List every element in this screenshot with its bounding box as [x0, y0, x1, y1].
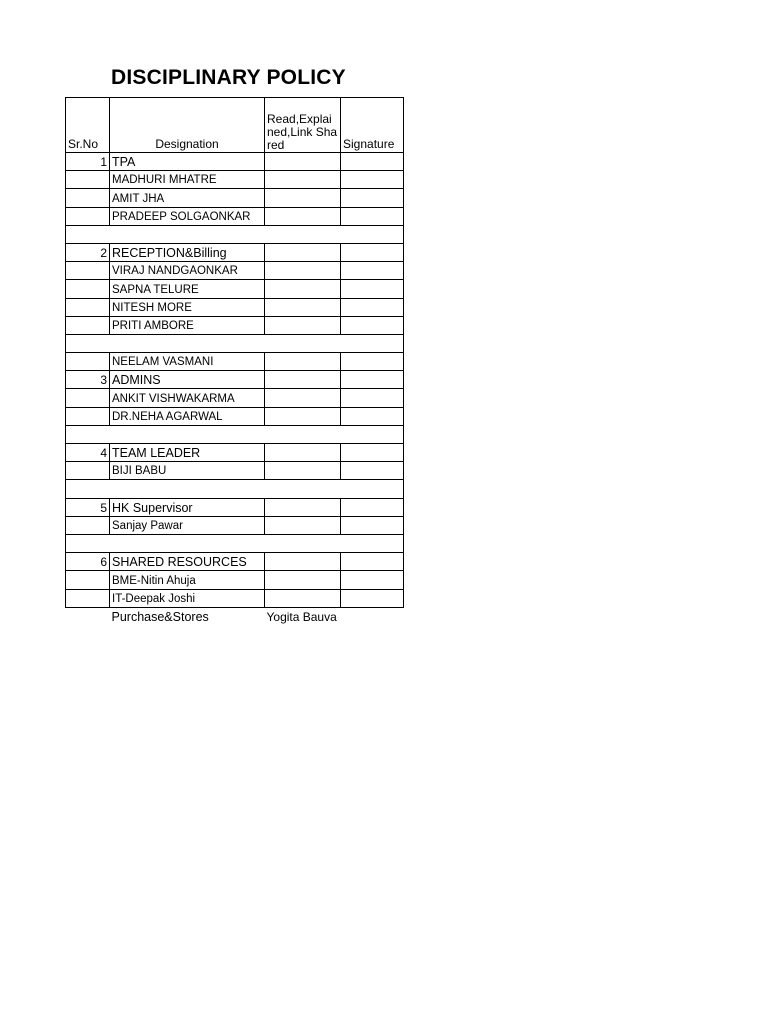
cell-srno	[66, 407, 110, 425]
page-title: DISCIPLINARY POLICY	[111, 66, 346, 89]
cell-signature[interactable]	[341, 353, 404, 371]
cell-designation: Sanjay Pawar	[110, 516, 265, 534]
cell-signature[interactable]	[341, 571, 404, 589]
cell-signature[interactable]	[341, 589, 404, 607]
table-row	[66, 189, 404, 207]
cell-read-explained[interactable]	[265, 498, 341, 516]
cell-srno	[66, 189, 110, 207]
table-row	[66, 553, 404, 571]
cell-designation: NEELAM VASMANI	[110, 353, 265, 371]
cell-srno	[66, 389, 110, 407]
table-row	[66, 353, 404, 371]
cell-read-explained[interactable]	[265, 516, 341, 534]
table-row	[66, 153, 404, 171]
cell-signature[interactable]	[341, 207, 404, 225]
table-row	[66, 444, 404, 462]
cell-read-explained[interactable]	[265, 189, 341, 207]
cell-read-explained[interactable]	[265, 243, 341, 261]
cell-signature[interactable]	[341, 243, 404, 261]
cell-srno	[66, 480, 404, 498]
table-row	[66, 371, 404, 389]
cell-designation: RECEPTION&Billing	[110, 243, 265, 261]
header-row	[66, 98, 404, 153]
cell-signature[interactable]	[341, 371, 404, 389]
cell-srno	[66, 353, 110, 371]
cell-read-explained[interactable]	[265, 553, 341, 571]
cell-designation: TPA	[110, 153, 265, 171]
cell-read-explained[interactable]	[265, 571, 341, 589]
table-row	[66, 462, 404, 480]
policy-table	[65, 97, 404, 625]
table-row	[66, 243, 404, 261]
cell-srno	[66, 225, 404, 243]
cell-signature[interactable]	[341, 189, 404, 207]
cell-read-explained[interactable]	[265, 207, 341, 225]
cell-srno	[66, 607, 110, 625]
cell-signature[interactable]	[341, 407, 404, 425]
cell-read-explained[interactable]	[265, 462, 341, 480]
cell-designation: TEAM LEADER	[110, 444, 265, 462]
cell-signature[interactable]	[341, 462, 404, 480]
cell-srno	[66, 425, 404, 443]
cell-srno: 2	[66, 243, 110, 261]
cell-designation: NITESH MORE	[110, 298, 265, 316]
table-row	[66, 571, 404, 589]
cell-read-explained[interactable]	[265, 371, 341, 389]
cell-read-explained[interactable]	[265, 316, 341, 334]
table-row	[66, 298, 404, 316]
table-row	[66, 207, 404, 225]
cell-designation: BIJI BABU	[110, 462, 265, 480]
cell-read-explained[interactable]	[265, 444, 341, 462]
cell-srno: 5	[66, 498, 110, 516]
table-body	[66, 98, 404, 625]
cell-designation: Purchase&Stores	[111, 609, 209, 624]
cell-signature[interactable]	[341, 516, 404, 534]
cell-srno: 4	[66, 444, 110, 462]
cell-signature[interactable]	[341, 498, 404, 516]
cell-designation: SAPNA TELURE	[110, 280, 265, 298]
table-row	[66, 316, 404, 334]
cell-designation: ANKIT VISHWAKARMA	[110, 389, 265, 407]
cell-srno	[66, 280, 110, 298]
cell-signature[interactable]	[341, 389, 404, 407]
table-row	[66, 389, 404, 407]
cell-read-explained: Yogita Bauva	[266, 609, 337, 624]
cell-srno	[66, 334, 404, 352]
cell-srno: 1	[66, 153, 110, 171]
table-row	[66, 171, 404, 189]
footer-row	[66, 607, 404, 625]
cell-designation: MADHURI MHATRE	[110, 171, 265, 189]
cell-srno	[66, 207, 110, 225]
cell-srno	[66, 298, 110, 316]
cell-read-explained[interactable]	[265, 389, 341, 407]
cell-srno	[66, 571, 110, 589]
cell-srno	[66, 262, 110, 280]
cell-signature[interactable]	[341, 280, 404, 298]
cell-srno	[66, 171, 110, 189]
table-row	[66, 262, 404, 280]
cell-signature[interactable]	[341, 553, 404, 571]
blank-row	[66, 334, 404, 352]
cell-srno	[66, 316, 110, 334]
cell-designation: PRITI AMBORE	[110, 316, 265, 334]
table-row	[66, 498, 404, 516]
cell-srno	[66, 516, 110, 534]
cell-read-explained[interactable]	[265, 280, 341, 298]
cell-srno	[66, 462, 110, 480]
cell-signature[interactable]	[341, 298, 404, 316]
blank-row	[66, 225, 404, 243]
cell-signature	[341, 607, 404, 625]
header-read-explained: Read,Explained,Link Shared	[265, 98, 341, 153]
table-row	[66, 516, 404, 534]
cell-srno	[66, 589, 110, 607]
blank-row	[66, 534, 404, 552]
cell-signature[interactable]	[341, 262, 404, 280]
table-row	[66, 280, 404, 298]
cell-designation: HK Supervisor	[110, 498, 265, 516]
cell-read-explained[interactable]	[265, 353, 341, 371]
header-srno: Sr.No	[66, 98, 110, 153]
cell-designation: ADMINS	[110, 371, 265, 389]
cell-designation: AMIT JHA	[110, 189, 265, 207]
header-signature: Signature	[341, 98, 404, 153]
cell-signature[interactable]	[341, 153, 404, 171]
cell-read-explained[interactable]	[265, 407, 341, 425]
cell-read-explained[interactable]	[265, 262, 341, 280]
cell-srno: 6	[66, 553, 110, 571]
cell-designation: PRADEEP SOLGAONKAR	[110, 207, 265, 225]
blank-row	[66, 425, 404, 443]
cell-signature[interactable]	[341, 316, 404, 334]
header-designation: Designation	[110, 98, 265, 153]
cell-read-explained[interactable]	[265, 298, 341, 316]
cell-designation: BME-Nitin Ahuja	[110, 571, 265, 589]
table-row	[66, 407, 404, 425]
cell-designation: VIRAJ NANDGAONKAR	[110, 262, 265, 280]
cell-srno	[66, 534, 404, 552]
cell-designation: SHARED RESOURCES	[110, 553, 265, 571]
blank-row	[66, 480, 404, 498]
table-row	[66, 589, 404, 607]
cell-designation: IT-Deepak Joshi	[110, 589, 265, 607]
cell-signature[interactable]	[341, 171, 404, 189]
cell-srno: 3	[66, 371, 110, 389]
cell-read-explained[interactable]	[265, 589, 341, 607]
cell-designation: DR.NEHA AGARWAL	[110, 407, 265, 425]
cell-read-explained[interactable]	[265, 153, 341, 171]
cell-signature[interactable]	[341, 444, 404, 462]
cell-read-explained[interactable]	[265, 171, 341, 189]
